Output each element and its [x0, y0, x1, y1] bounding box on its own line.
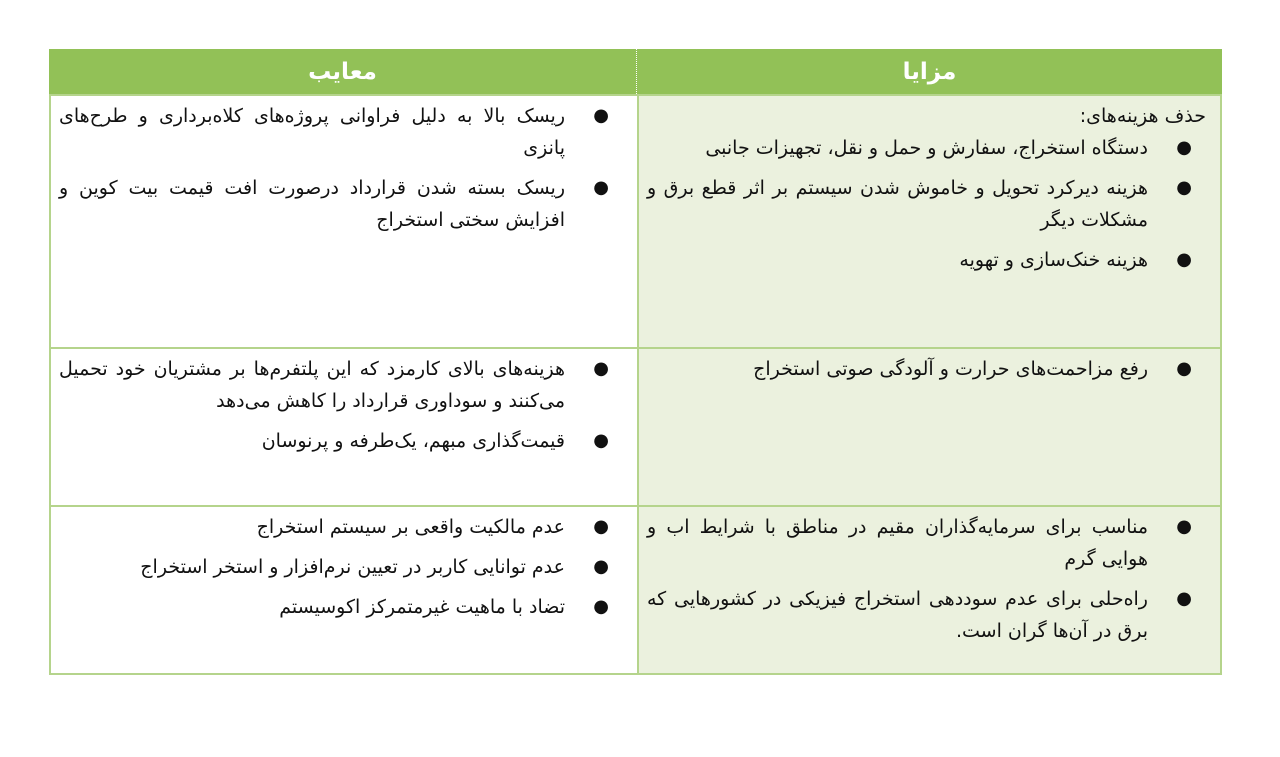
- list-item: ● ریسک بالا به دلیل فراوانی پروژه‌های کلاه‌برداری و طرح‌های پانزی: [59, 100, 623, 164]
- disadvantages-cell: [49, 507, 637, 673]
- bullet-icon: ●: [593, 556, 609, 577]
- advantages-list: [647, 353, 1206, 385]
- list-item: ● هزینه‌های بالای کارمزد که این پلتفرم‌ها بر مشتریان خود تحمیل می‌کنند و سوداوری قرارداد را کاهش می‌دهد: [59, 353, 623, 417]
- bullet-icon: ●: [593, 596, 609, 617]
- advantages-list: [647, 132, 1206, 276]
- advantages-cell: [637, 507, 1222, 673]
- advantages-list: [647, 511, 1206, 647]
- disadvantages-header: معایب: [308, 58, 377, 85]
- disadvantages-list: [59, 511, 623, 623]
- list-item: ● مناسب برای سرمایه‌گذاران مقیم در مناطق با شرایط اب و هوایی گرم: [647, 511, 1206, 575]
- advantages-intro: حذف هزینه‌های:: [1079, 105, 1206, 127]
- advantages-cell: [637, 96, 1222, 347]
- table-header: [49, 49, 1222, 94]
- table-row: [49, 347, 1222, 505]
- table-row: [49, 94, 1222, 347]
- bullet-icon: ●: [593, 177, 609, 198]
- bullet-icon: ●: [1176, 588, 1192, 609]
- bullet-icon: ●: [1176, 177, 1192, 198]
- list-item: ● ریسک بسته شدن قرارداد درصورت افت قیمت بیت کوین و افزایش سختی استخراج: [59, 172, 623, 236]
- disadvantages-cell: [49, 349, 637, 505]
- advantages-header: مزایا: [636, 49, 1222, 94]
- disadvantages-list: [59, 353, 623, 457]
- table-row: [49, 505, 1222, 675]
- bullet-icon: ●: [593, 105, 609, 126]
- list-item: ● تضاد با ماهیت غیرمتمرکز اکوسیستم: [59, 591, 623, 623]
- bullet-icon: ●: [1176, 516, 1192, 537]
- list-item: ● عدم مالکیت واقعی بر سیستم استخراج: [59, 511, 623, 543]
- disadvantages-list: [59, 100, 623, 236]
- advantages-cell: [637, 349, 1222, 505]
- list-item: ● راه‌حلی برای عدم سوددهی استخراج فیزیکی در کشورهایی که برق در آن‌ها گران است.: [647, 583, 1206, 647]
- bullet-icon: ●: [593, 358, 609, 379]
- bullet-icon: ●: [1176, 137, 1192, 158]
- list-item: ● دستگاه استخراج، سفارش و حمل و نقل، تجهیزات جانبی: [647, 132, 1206, 164]
- pros-cons-table: [49, 49, 1222, 675]
- list-item: ● رفع مزاحمت‌های حرارت و آلودگی صوتی استخراج: [647, 353, 1206, 385]
- bullet-icon: ●: [1176, 249, 1192, 270]
- list-item: ● هزینه دیرکرد تحویل و خاموش شدن سیستم بر اثر قطع برق و مشکلات دیگر: [647, 172, 1206, 236]
- list-item: ● عدم توانایی کاربر در تعیین نرم‌افزار و استخر استخراج: [59, 551, 623, 583]
- bullet-icon: ●: [593, 516, 609, 537]
- list-item: ● هزینه خنک‌سازی و تهویه: [647, 244, 1206, 276]
- disadvantages-cell: [49, 96, 637, 347]
- bullet-icon: ●: [1176, 358, 1192, 379]
- list-item: ● قیمت‌گذاری مبهم، یک‌طرفه و پرنوسان: [59, 425, 623, 457]
- bullet-icon: ●: [593, 430, 609, 451]
